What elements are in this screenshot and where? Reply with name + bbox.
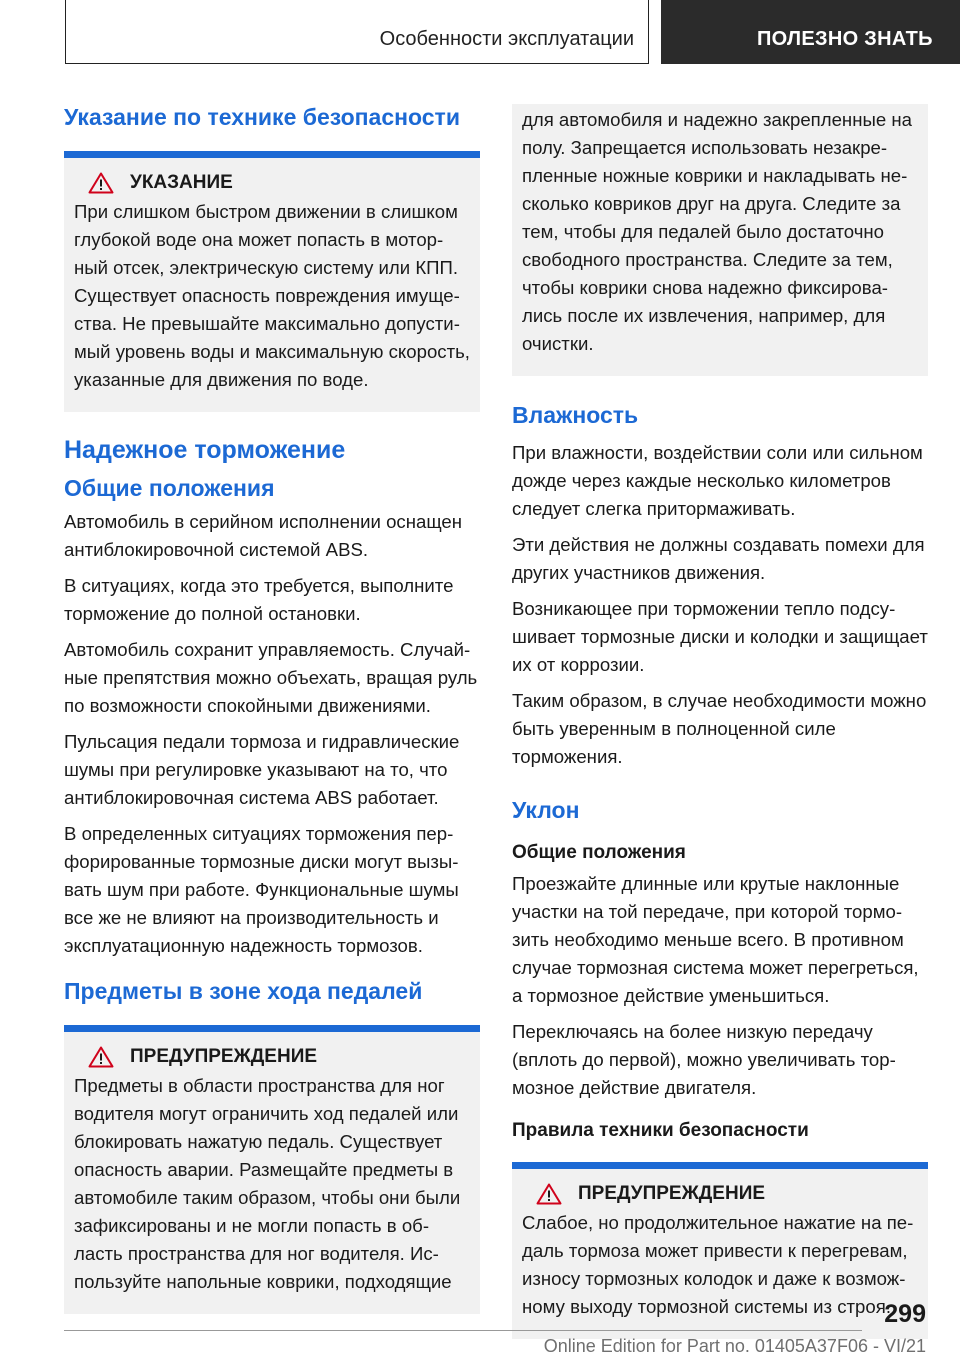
header-section-box (65, 0, 649, 64)
notice-label: УКАЗАНИЕ (130, 172, 233, 193)
brake-warning-box (512, 1162, 928, 1339)
paragraph-moisture-2: Эти действия не должны создавать помехи для других участников движения. (512, 534, 925, 583)
braking-heading: Надежное торможение (64, 436, 346, 464)
moisture-heading: Влажность (512, 402, 639, 428)
rules-heading: Правила техники безопасности (512, 1120, 809, 1141)
pedal-heading: Предметы в зоне хода педалей (64, 978, 423, 1004)
paragraph-steering: Автомобиль сохранит управляемость. Случайные препятствия можно объехать, вращая руль по возможности спокойными движениями. (64, 639, 478, 716)
warning-triangle-icon (536, 1183, 562, 1205)
header-badge-label: ПОЛЕЗНО ЗНАТЬ (757, 28, 933, 50)
page-number: 299 (884, 1300, 926, 1328)
warning-triangle-icon (88, 1046, 114, 1068)
paragraph-perforated-discs: В определенных ситуациях торможения перфорированные тормозные диски могут вызывать шум при работе. Функциональные шумы все же не влияют на производительность и эксплуатационную надежность тормозов. (64, 823, 459, 956)
general-heading: Общие положения (64, 475, 275, 501)
pedal-warning-label: ПРЕДУПРЕЖДЕНИЕ (130, 1046, 318, 1067)
right-column (512, 104, 928, 1339)
paragraph-moisture-3: Возникающее при торможении тепло подсушивает тормозные диски и колодки и защищает их от коррозии. (512, 598, 928, 675)
brake-warning-label: ПРЕДУПРЕЖДЕНИЕ (578, 1183, 766, 1204)
paragraph-full-stop: В ситуациях, когда это требуется, выполните торможение до полной остановки. (64, 575, 454, 624)
footer-edition: Online Edition for Part no. 01405A37F06 - VI/21 (543, 1336, 926, 1356)
paragraph-moisture-1: При влажности, воздействии соли или сильном дожде через каждые несколько километров следует слегка притормаживать. (512, 442, 923, 519)
pedal-warning-text: Предметы в области пространства для ног водителя могут ограничить ход педалей или блокировать нажатую педаль. Существует опасность аварии. Размещайте предметы в автомобиле таким образом, чтобы они были зафиксированы и не могли попасть в область пространства для ног водителя. Используйте напольные коврики, подходящие (74, 1075, 461, 1292)
notice-box (64, 151, 480, 412)
footer-divider (64, 1330, 862, 1331)
header-badge (661, 0, 960, 64)
paragraph-moisture-4: Таким образом, в случае необходимости можно быть уверенным в полноценной силе торможения. (512, 690, 927, 767)
notice-text: При слишком быстром движении в слишком глубокой воде она может попасть в моторный отсек, электрическую систему или КПП. Существует опасность повреждения имущества. Не превышайте максимально допустимый уровень воды и максимальную скорость, указанные для движения по воде. (74, 201, 470, 390)
slope-heading: Уклон (512, 797, 580, 823)
slope-general-heading: Общие положения (512, 842, 686, 863)
pedal-warning-title (74, 1046, 470, 1068)
paragraph-slope-2: Переключаясь на более низкую передачу (вплоть до первой), можно увеличивать тормозное действие двигателя. (512, 1021, 896, 1098)
left-column (64, 104, 480, 1314)
safety-heading: Указание по технике безопасности (64, 104, 460, 130)
warning-triangle-icon (88, 172, 114, 194)
brake-warning-title (522, 1183, 918, 1205)
paragraph-pulsation: Пульсация педали тормоза и гидравлические шумы при регулировке указывают на то, что антиблокировочная система ABS работает. (64, 731, 460, 808)
pedal-warning-box (64, 1025, 480, 1314)
pedal-warning-cont-text: для автомобиля и надежно закрепленные на полу. Запрещается использовать незакрепленные ножные коврики и накладывать несколько ковриков друг на друга. Следите за тем, чтобы для педалей было достаточно свободного пространства. Следите за тем, чтобы коврики снова надежно фиксировались после их извлечения, например, для очистки. (522, 109, 912, 354)
notice-title (74, 172, 470, 194)
pedal-warning-continuation (512, 104, 928, 376)
brake-warning-text: Слабое, но продолжительное нажатие на педаль тормоза может привести к перегревам, износу тормозных колодок и даже к возможному выходу тормозной системы из строя. (522, 1212, 914, 1317)
paragraph-abs: Автомобиль в серийном исполнении оснащен антиблокировочной системой ABS. (64, 511, 463, 560)
header-section-title: Особенности эксплуатации (379, 28, 634, 50)
paragraph-slope-1: Проезжайте длинные или крутые наклонные участки на той передаче, при которой тормозить необходимо меньше всего. В противном случае тормозная система может перегреться, а тормозное действие уменьшиться. (512, 873, 919, 1006)
